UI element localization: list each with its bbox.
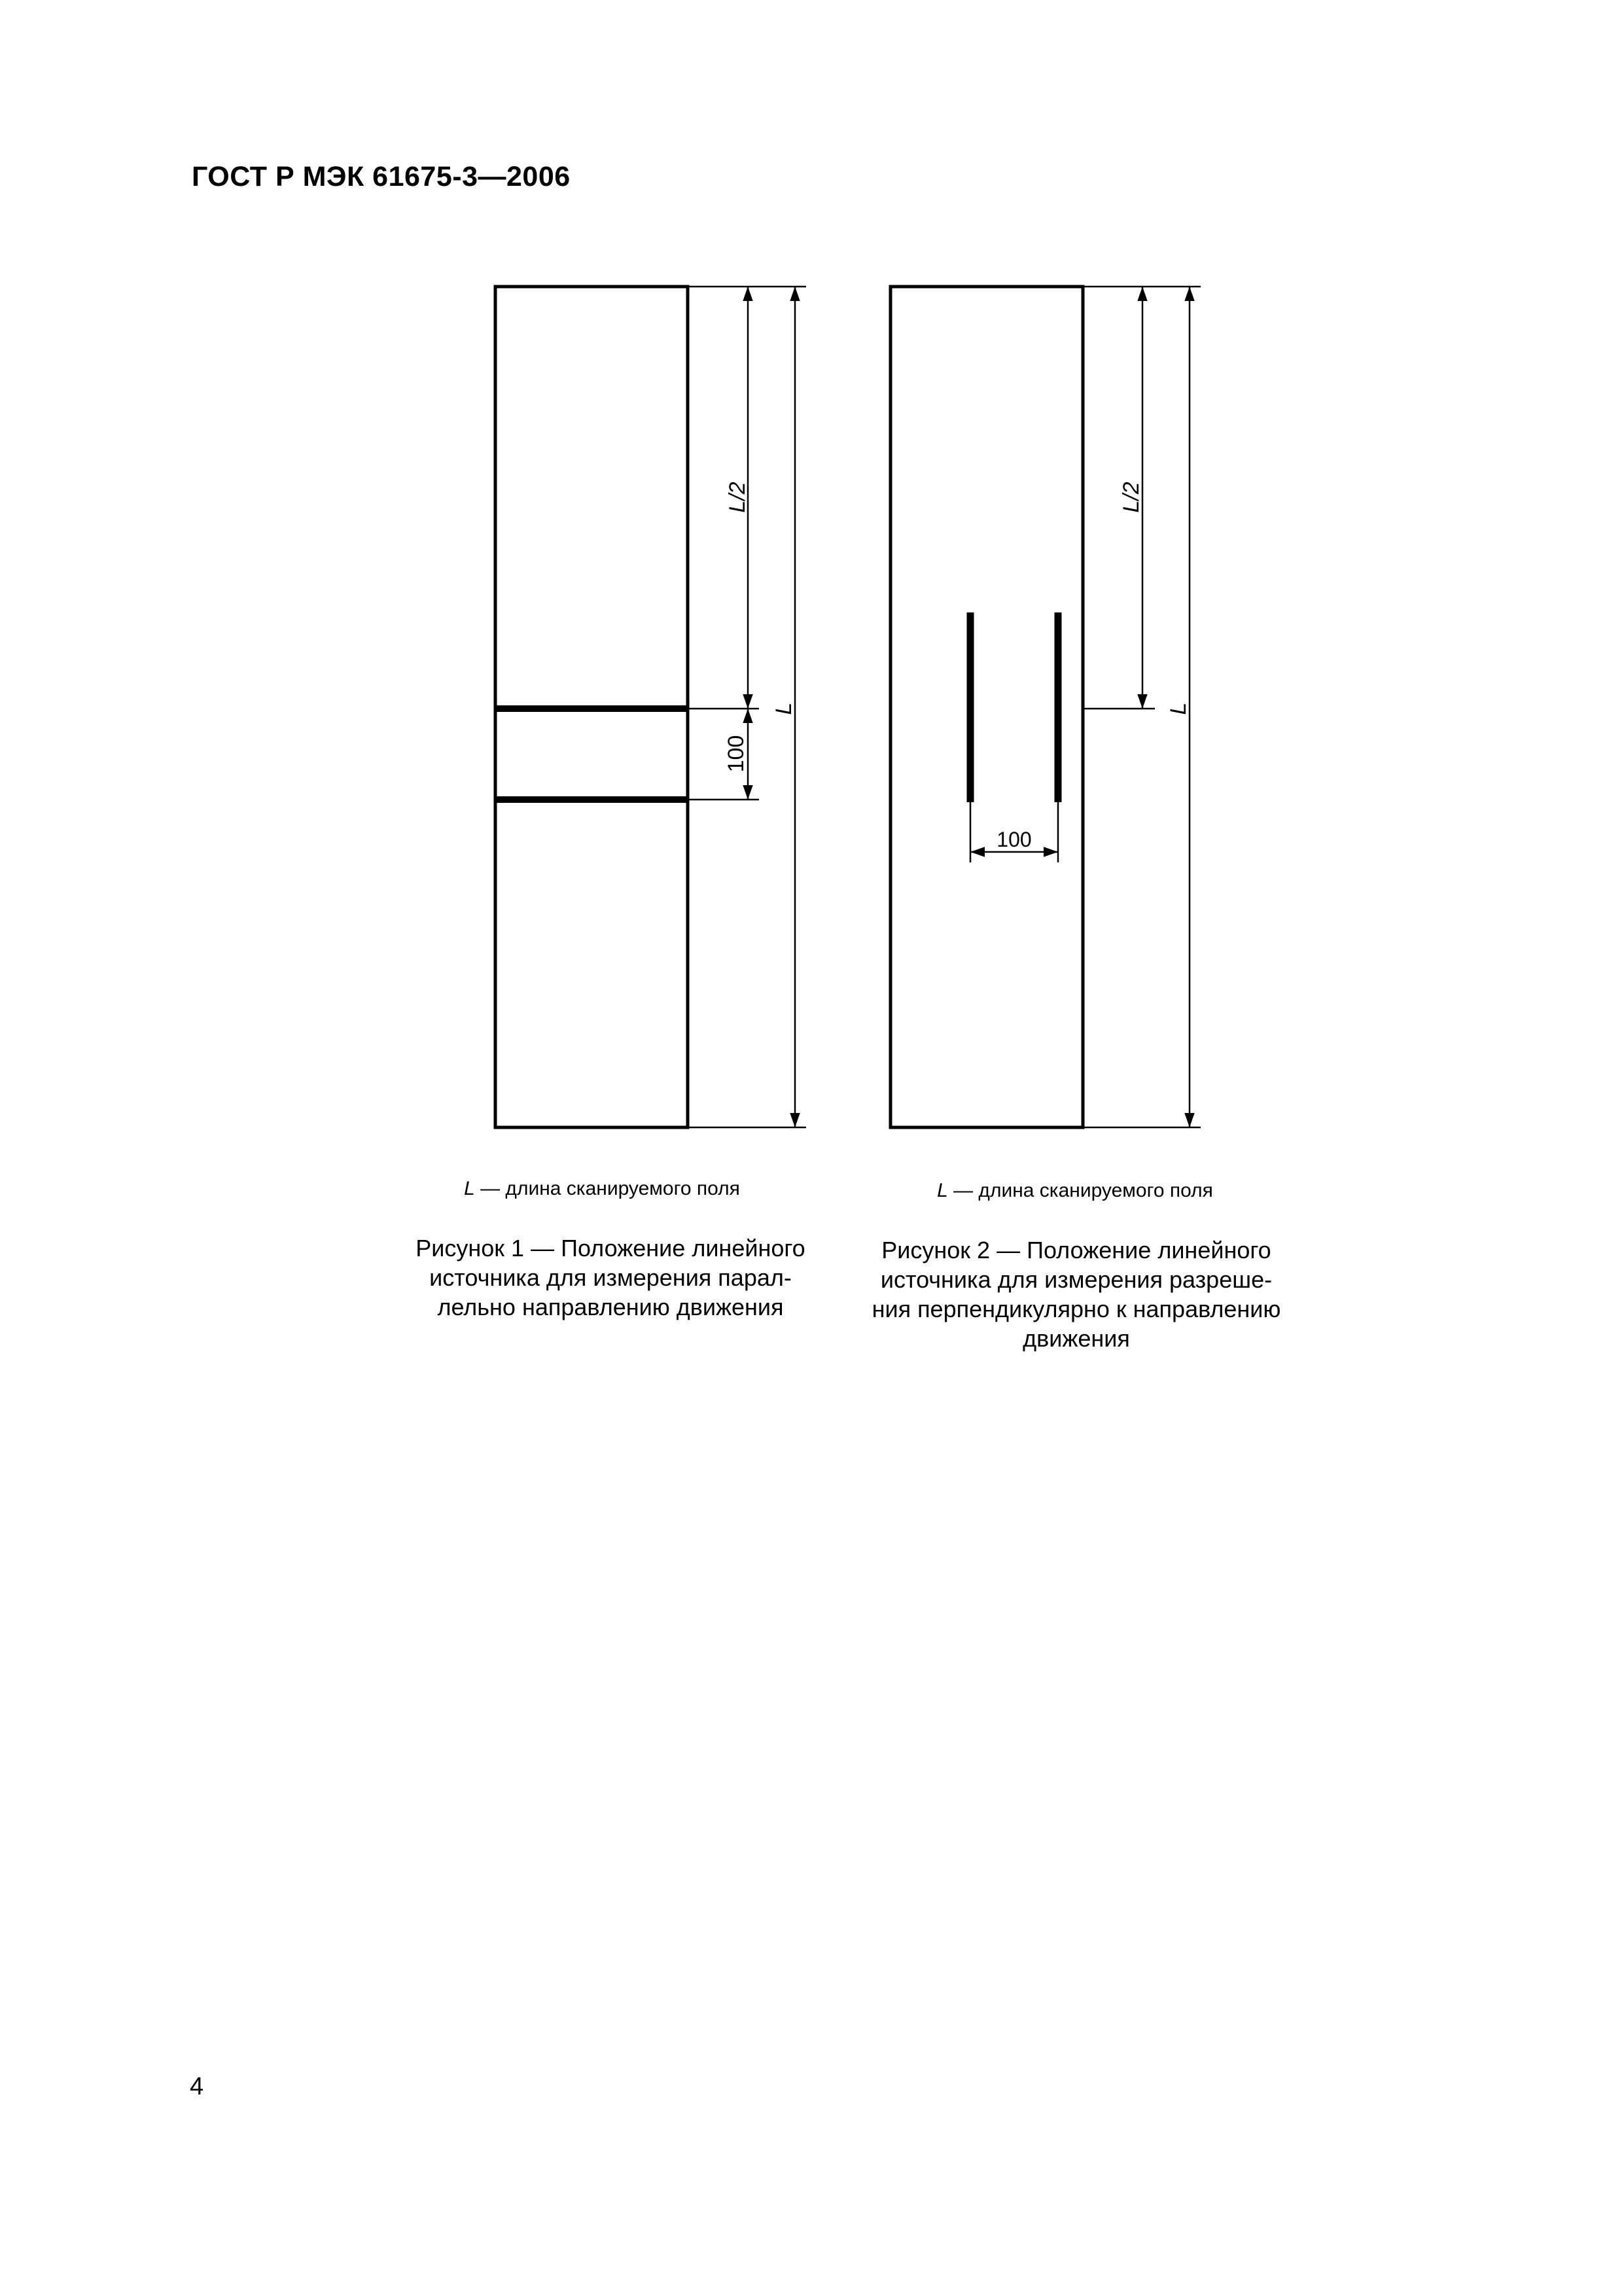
caption-line-1-fig1: Рисунок 1 — Положение линейного xyxy=(415,1235,805,1262)
document-code: ГОСТ Р МЭК 61675-3—2006 xyxy=(192,161,571,192)
dimension-label-half-length-fig2: L/2 xyxy=(1119,482,1144,513)
scan-field-outline-fig2 xyxy=(891,287,1083,1127)
caption-line-2-fig1: источника для измерения парал- xyxy=(429,1264,792,1291)
dimension-label-length-fig1: L xyxy=(771,702,796,715)
legend-fig2 xyxy=(937,1180,1213,1201)
dimension-label-spacing-fig2: 100 xyxy=(997,828,1032,851)
caption-line-2-fig2: источника для измерения разреше- xyxy=(880,1266,1273,1293)
figure-2 xyxy=(872,287,1281,1352)
page-number: 4 xyxy=(190,2073,204,2100)
dimension-label-width-fig1: 100 xyxy=(724,735,749,773)
legend-fig1 xyxy=(464,1178,740,1199)
caption-line-3-fig2: ния перпендикулярно к направлению xyxy=(872,1296,1281,1322)
legend-text-fig2: — длина сканируемого поля xyxy=(947,1180,1213,1201)
legend-symbol-fig2: L xyxy=(937,1180,948,1201)
legend-text-fig1: — длина сканируемого поля xyxy=(474,1178,740,1199)
caption-line-3-fig1: лельно направлению движения xyxy=(437,1294,784,1320)
legend-symbol-fig1: L xyxy=(464,1178,475,1199)
caption-line-1-fig2: Рисунок 2 — Положение линейного xyxy=(881,1237,1271,1263)
dimension-label-length-fig2: L xyxy=(1166,702,1191,715)
caption-line-4-fig2: движения xyxy=(1023,1325,1130,1352)
dimension-label-half-length-fig1: L/2 xyxy=(725,482,750,513)
figure-1 xyxy=(415,287,806,1320)
